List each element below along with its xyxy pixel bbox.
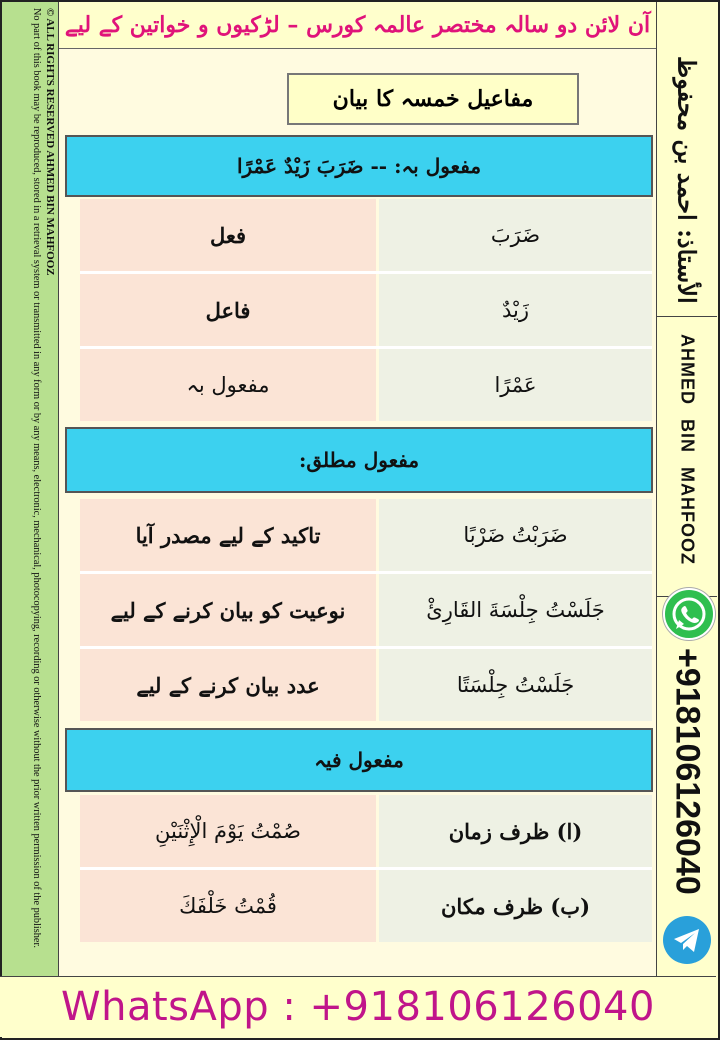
copyright-strip bbox=[2, 2, 59, 976]
section-heading-mafool-fihi bbox=[65, 728, 653, 792]
cell-term bbox=[80, 274, 376, 346]
section-heading-text: مفعول بہ: -- ضَرَبَ زَيْدٌ عَمْرًا bbox=[236, 154, 482, 178]
section-heading-text: مفعول مطلق: bbox=[298, 448, 420, 472]
cell-text: فاعل bbox=[205, 297, 251, 323]
whatsapp-icon[interactable] bbox=[663, 588, 715, 640]
cell-text: جَلَسْتُ جِلْسَتًا bbox=[456, 673, 575, 697]
teacher-sidebar bbox=[656, 48, 717, 976]
author-name: AHMED BIN MAHFOOZ bbox=[677, 334, 698, 565]
cell-text: تاکید کے لیے مصدر آیا bbox=[135, 522, 321, 548]
whatsapp-contact[interactable]: WhatsApp : +918106126040 bbox=[61, 984, 655, 1030]
table-row bbox=[80, 499, 652, 571]
author-box bbox=[657, 316, 717, 597]
table-row bbox=[80, 870, 652, 942]
cell-text: ضَرَبْتُ ضَرْبًا bbox=[463, 523, 568, 547]
cell-text: (ب) ظرف مکان bbox=[441, 893, 590, 919]
phone-number: +918106126040 bbox=[668, 648, 707, 895]
footer-bar bbox=[0, 976, 716, 1037]
cell-example bbox=[80, 870, 376, 942]
table-row bbox=[80, 349, 652, 421]
table-row bbox=[80, 274, 652, 346]
cell-term bbox=[80, 574, 376, 646]
cell-text: جَلَسْتُ جِلْسَةَ القَارِئْ bbox=[426, 598, 605, 622]
cell-example bbox=[379, 574, 652, 646]
cell-term bbox=[80, 199, 376, 271]
cell-example bbox=[80, 795, 376, 867]
cell-text: قُمْتُ خَلْفَكَ bbox=[179, 894, 277, 918]
page-title bbox=[287, 73, 579, 125]
copyright-text bbox=[8, 8, 58, 970]
cell-text: (ا) ظرف زمان bbox=[448, 818, 583, 844]
header-corner bbox=[656, 2, 717, 48]
section-heading-text: مفعول فیہ bbox=[314, 748, 404, 772]
section-heading-mafool-mutlaq bbox=[65, 427, 653, 493]
cell-term bbox=[379, 870, 652, 942]
cell-example bbox=[379, 649, 652, 721]
cell-text: عدد بیان کرنے کے لیے bbox=[136, 672, 320, 698]
cell-text: ضَرَبَ bbox=[490, 223, 541, 247]
cell-text: عَمْرًا bbox=[494, 373, 537, 397]
header-title: آن لائن دو سالہ مختصر عالمہ کورس – لڑکیوں و خواتین کے لیے bbox=[64, 12, 651, 38]
table-row bbox=[80, 649, 652, 721]
cell-example bbox=[379, 199, 652, 271]
page-header bbox=[59, 2, 656, 49]
telegram-icon[interactable] bbox=[663, 916, 711, 964]
ustaz-box bbox=[657, 48, 717, 317]
ustaz-label: الأستاذ: احمد بن محفوظ bbox=[672, 56, 702, 304]
copyright-line1: © ALL RIGHTS RESERVED AHMED BIN MAHFOOZ bbox=[44, 8, 56, 276]
cell-term bbox=[80, 649, 376, 721]
table-row bbox=[80, 574, 652, 646]
cell-example bbox=[379, 274, 652, 346]
cell-text: فعل bbox=[209, 222, 247, 248]
cell-text: صُمْتُ يَوْمَ الْإِثْنَيْنِ bbox=[155, 819, 301, 843]
cell-term bbox=[379, 795, 652, 867]
cell-term bbox=[80, 499, 376, 571]
table-row bbox=[80, 199, 652, 271]
cell-text: زَيْدٌ bbox=[502, 298, 530, 322]
cell-example bbox=[379, 499, 652, 571]
page-title-text: مفاعیل خمسہ کا بیان bbox=[332, 86, 534, 112]
section-heading-mafool-bihi bbox=[65, 135, 653, 197]
table-row bbox=[80, 795, 652, 867]
main-content bbox=[59, 49, 656, 976]
cell-text: مفعول بہ bbox=[186, 373, 270, 397]
copyright-line2: No part of this book may be reproduced, stored in a retrieval system or transmitted in any form or by any means, electronic, mechanical, photocopying, recording or otherwise without the prior written permission of the publisher. bbox=[31, 8, 42, 948]
cell-example bbox=[379, 349, 652, 421]
cell-term bbox=[80, 349, 376, 421]
cell-text: نوعیت کو بیان کرنے کے لیے bbox=[110, 597, 346, 623]
